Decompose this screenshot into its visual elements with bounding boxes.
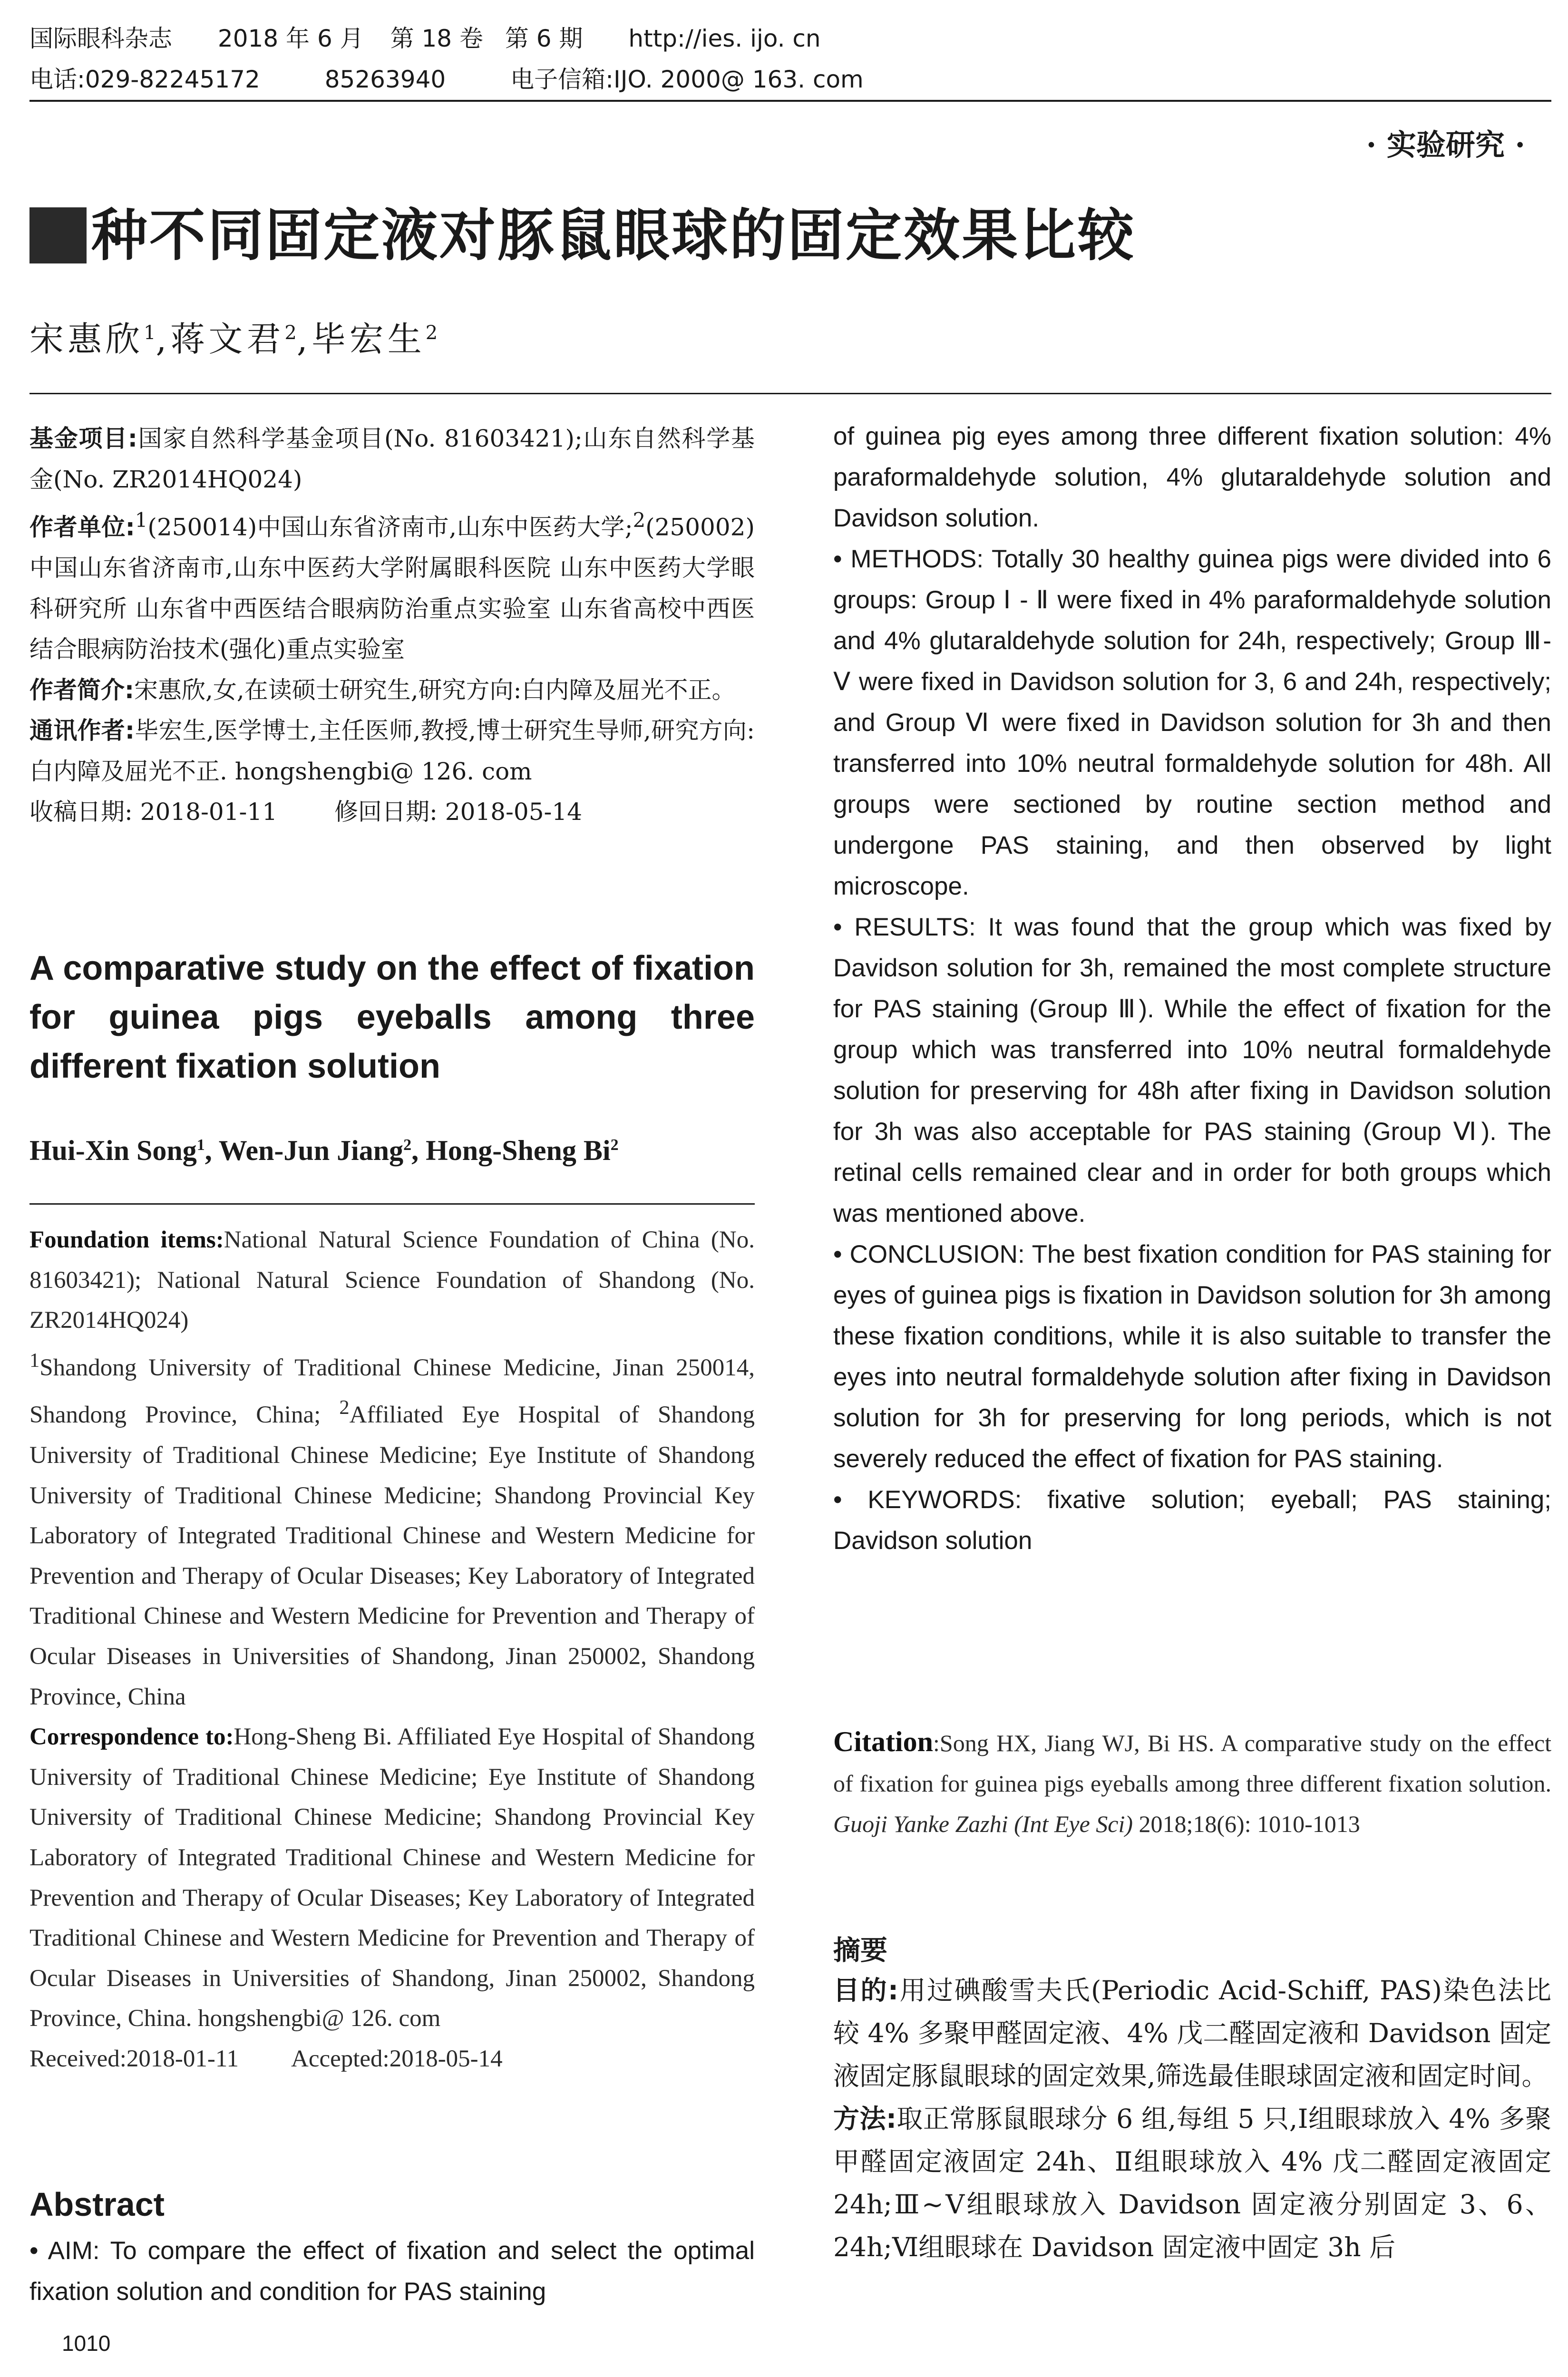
abstract-keywords: • KEYWORDS: fixative solution; eyeball; PAS staining; Davidson solution — [833, 1486, 1551, 1555]
dates-item: 收稿日期: 2018-01-11 修回日期: 2018-05-14 — [29, 798, 583, 826]
header-line-1 — [29, 23, 821, 54]
title-text: 种不同固定液对豚鼠眼球的固定效果比较 — [91, 203, 1136, 268]
en-metadata — [29, 1220, 755, 2079]
authors-cn: 宋惠欣$^1$,蒋文君$^2$,毕宏生$^2$ — [29, 319, 438, 359]
page-number: 1010 — [62, 2331, 111, 2356]
english-title: A comparative study on the effect of fixation for guinea pigs eyeballs among three different fixation solution — [29, 949, 755, 1085]
fund-item: 基金项目:国家自然科学基金项目(No. 81603421);山东自然科学基金(No. ZR2014HQ024) — [29, 425, 755, 493]
author-cn-2: 蒋文君 — [170, 319, 285, 359]
author-cn-1: 宋惠欣 — [29, 319, 144, 359]
issue-date: 2018 年 6 月 — [217, 25, 364, 52]
citation-label: Citation — [833, 1726, 933, 1757]
abstract-methods: • METHODS: Totally 30 healthy guinea pigs were divided into 6 groups: Group Ⅰ - Ⅱ were fixed in 4% paraformaldehyde solution and 4% glutaraldehyde solution for 24h, respectively; Group Ⅲ-Ⅴ were fixed in Davidson solution for 3, 6 and 24h, respectively; and Group Ⅵ were fixed in Davidson solution for 3h and then transferred into 10% neutral formaldehyde solution for 48h. All groups were sectioned by routine section method and undergone PAS staining, and then observed by light microscope. — [833, 545, 1551, 900]
authors-en: Hui-Xin Song$^1$, Wen-Jun Jiang$^2$, Hong-Sheng Bi$^2$ — [29, 1135, 619, 1166]
citation: Citation:Song HX, Jiang WJ, Bi HS. A comparative study on the effect of fixation for guinea pigs eyeballs among three different fixation solution. Guoji Yanke Zazhi (Int Eye Sci) 2018;18(6): 1010-1013 — [833, 1726, 1551, 1837]
zh-methods: 方法:取正常豚鼠眼球分 6 组,每组 5 只,Ⅰ组眼球放入 4% 多聚甲醛固定液固定 24h、Ⅱ组眼球放入 4% 戊二醛固定液固定 24h;Ⅲ~Ⅴ组眼球放入 Davidson 固定液分别固定 3、6、24h;Ⅵ组眼球在 Davidson 固定液中固定 3h 后 — [833, 2104, 1551, 2262]
abstract-conclusion: • CONCLUSION: The best fixation condition for PAS staining for eyes of guinea pigs is fixation in Davidson solution for 3h among these fixation conditions, while it is also suitable to transfer the eyes into neutral formaldehyde solution after fixing in Davidson solution for 3h for preserving for long periods, which is not severely reduced the effect of fixation for PAS staining. — [833, 1240, 1551, 1473]
corr-item: 通讯作者:毕宏生,医学博士,主任医师,教授,博士研究生导师,研究方向:白内障及屈光不正. hongshengbi@ 126. com — [29, 717, 755, 785]
en-dates: Received:2018-01-11 Accepted:2018-05-14 — [29, 2045, 503, 2072]
journal-url: http://ies. ijo. cn — [628, 25, 821, 52]
citation-journal: Guoji Yanke Zazhi (Int Eye Sci) — [833, 1811, 1133, 1837]
authors-rule — [29, 393, 1551, 394]
affiliations: $^1$Shandong University of Traditional Chinese Medicine, Jinan 250014, Shandong Province, China; $^2$Affiliated Eye Hospital of Shandong University of Traditional Chinese Medicine; Eye Institute of Shandong University of Traditional Chinese Medicine; Shandong Provincial Key Laboratory of Integrated Traditional Chinese and Western Medicine for Prevention and Therapy of Ocular Diseases; Key Laboratory of Integrated Traditional Chinese and Western Medicine for Prevention and Therapy of Ocular Diseases in Universities of Shandong, Jinan 250002, Shandong Province, China — [29, 1349, 755, 1710]
author-cn-2-sup: 2 — [284, 322, 297, 344]
bio-item: 作者简介:宋惠欣,女,在读硕士研究生,研究方向:白内障及屈光不正。 — [29, 676, 736, 704]
zh-abstract — [833, 1969, 1551, 2269]
email: 电子信箱:IJO. 2000@ 163. com — [510, 66, 864, 93]
abstract-aim-start: • AIM: To compare the effect of fixation and select the optimal fixation solution and condition for PAS staining — [29, 2237, 755, 2306]
header-rule — [29, 100, 1551, 102]
unit-item: 作者单位:$^1$(250014)中国山东省济南市,山东中医药大学;$^2$(250002)中国山东省济南市,山东中医药大学附属眼科医院 山东中医药大学眼科研究所 山东省中西医结合眼病防治重点实验室 山东省高校中西医结合眼病防治技术(强化)重点实验室 — [29, 508, 755, 663]
abstract-right-column — [833, 416, 1551, 1561]
zh-aim: 目的:用过碘酸雪夫氏(Periodic Acid-Schiff, PAS)染色法比较 4% 多聚甲醛固定液、4% 戊二醛固定液和 Davidson 固定液固定豚鼠眼球的固定效果,筛选最佳眼球固定液和固定时间。 — [833, 1975, 1551, 2091]
foundation-item: Foundation items:National Natural Science Foundation of China (No. 81603421); National Natural Science Foundation of Shandong (No. ZR2014HQ024) — [29, 1227, 755, 1334]
abstract-results: • RESULTS: It was found that the group which was fixed by Davidson solution for 3h, remained the most complete structure for PAS staining (Group Ⅲ). While the effect of fixation for the group which was transferred into 10% neutral formaldehyde solution for preserving for 48h after fixing in Davidson solution for 3h was also acceptable for PAS staining (Group Ⅵ). The retinal cells remained clear and in order for both groups which was mentioned above. — [833, 913, 1551, 1227]
abstract-heading: Abstract — [29, 2186, 165, 2223]
en-authors-rule — [29, 1203, 755, 1205]
author-cn-3: 毕宏生 — [311, 319, 426, 359]
issue: 第 6 期 — [505, 25, 583, 52]
abstract-aim-continued: of guinea pig eyes among three different fixation solution: 4% paraformaldehyde solution, 4% glutaraldehyde solution and Davidson solution. — [833, 422, 1551, 532]
zh-abstract-heading: 摘要 — [833, 1935, 887, 1966]
header-line-2 — [29, 64, 864, 95]
phone-2: 85263940 — [324, 66, 446, 93]
author-en-2: Wen-Jun Jiang — [218, 1135, 404, 1166]
author-en-1: Hui-Xin Song — [29, 1135, 197, 1166]
author-en-3: Hong-Sheng Bi — [426, 1135, 611, 1166]
section-tag: · 实验研究 · — [1366, 127, 1525, 162]
author-cn-1-sup: 1 — [144, 322, 156, 344]
article-title — [29, 202, 1136, 269]
cn-metadata — [29, 419, 755, 833]
volume: 第 18 卷 — [390, 25, 483, 52]
journal-name: 国际眼科杂志 — [29, 25, 172, 52]
phone: 电话:029-82245172 — [29, 66, 260, 93]
title-first-char-block — [29, 207, 87, 263]
correspondence: Correspondence to:Hong-Sheng Bi. Affiliated Eye Hospital of Shandong University of Traditional Chinese Medicine; Eye Institute of Shandong University of Traditional Chinese Medicine; Shandong Provincial Key Laboratory of Integrated Traditional Chinese and Western Medicine for Prevention and Therapy of Ocular Diseases; Key Laboratory of Integrated Traditional Chinese and Western Medicine for Prevention and Therapy of Ocular Diseases in Universities of Shandong, Jinan 250002, Shandong Province, China. hongshengbi@ 126. com — [29, 1724, 755, 2032]
author-cn-3-sup: 2 — [425, 322, 438, 344]
